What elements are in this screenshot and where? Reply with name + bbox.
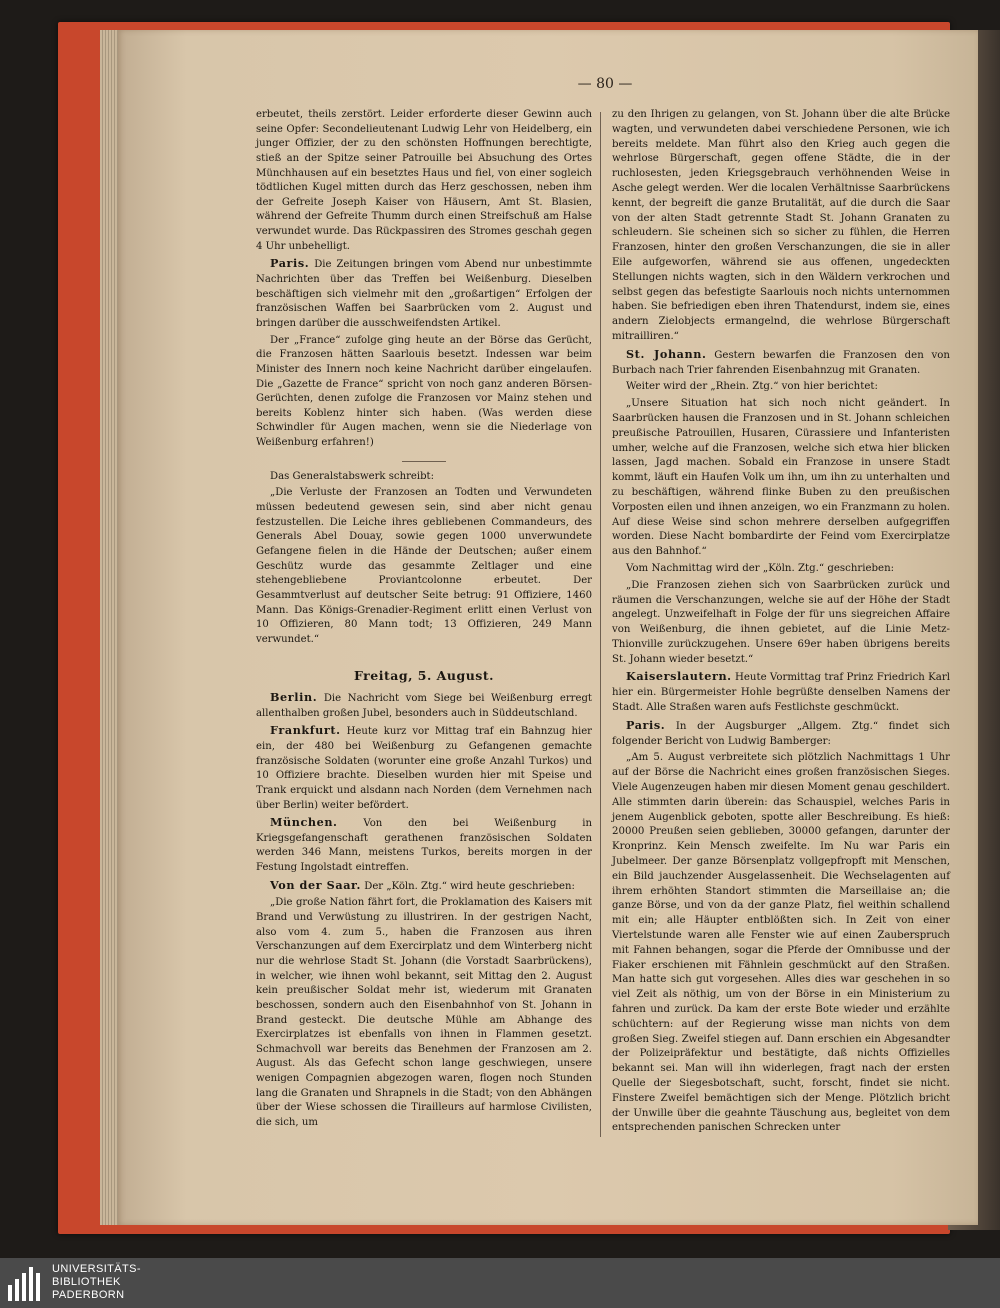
article-paragraph: [612, 347, 950, 379]
dateline-heading: St. Johann.: [626, 346, 707, 361]
paragraph-text: Von den bei Weißenburg in Kriegsgefangenschaft gerathenen französischen Soldaten werden 346 Mann, meistens Turkos, bereits morgen in der Festung Ingolstadt eintreffen.: [256, 818, 592, 874]
paragraph-text: erbeutet, theils zerstört. Leider erforderte dieser Gewinn auch seine Opfer: Secondelieutenant Ludwig Lehr von Heidelberg, ein junger Offizier, der zu den schönsten Hoffnungen berechtigte, stieß an der Spitze seiner Patrouille bei Absuchung des Ortes Münchhausen auf ein besetztes Haus und fiel, von einer sogleich tödtlichen Kugel mitten durch das Herz geschossen, neben ihm der Gefreite Joseph Kaiser von Häusern, Amt St. Blasien, während der Gefreite Thumm durch einen Streifschuß am Halse verwundet wurde. Das Rückpassiren des Stromes geschah gegen 4 Uhr unbehelligt.: [256, 109, 592, 252]
column-divider: [600, 112, 601, 1137]
date-heading: Freitag, 5. August.: [354, 668, 494, 684]
paragraph-text: „Die Verluste der Franzosen an Todten und Verwundeten müssen bedeutend gewesen sein, sind aber nicht genau festzustellen. Die Leiche ihres gebliebenen Commandeurs, des Generals Abel Douay, sowie gegen 1000 unverwundete Gefangene fielen in die Hände der Deutschen; außer einem Geschütz wurde das gesammte Zeltlager und eine stehengebliebene Proviantcolonne erbeutet. Der Gesammtverlust auf deutscher Seite betrug: 91 Offiziere, 1460 Mann. Das Königs-Grenadier-Regiment erlitt einen Verlust von 10 Offizieren, 80 Mann todt; 13 Offizieren, 249 Mann verwundet.“: [256, 487, 592, 645]
article-paragraph: [256, 815, 592, 876]
article-paragraph: [612, 718, 950, 750]
article-paragraph: [256, 690, 592, 721]
article-paragraph: [256, 723, 592, 813]
dateline-heading: Berlin.: [270, 690, 318, 705]
paragraph-text: „Am 5. August verbreitete sich plötzlich Nachmittags 1 Uhr auf der Börse die Nachricht eines großen französischen Sieges. Viele Augenzeugen haben mir diesen Moment genau geschildert. Alle stimmten darin überein: das Schauspiel, welches Paris in jenem Augenblick geboten, spotte aller Beschreibung. Es hieß: 20000 Preußen seien geblieben, 30000 gefangen, darunter der Kronprinz. Kein Mensch zweifelte. Im Nu war Paris ein Jubelmeer. Der ganze Börsenplatz vollgepfropft mit Menschen, ein Bild jauchzender Ausgelassenheit. Die Wechselagenten auf ihrem erhöhten Standort stimmten die Marseillaise an; die ganze Börse, und von da der ganze Platz, fiel weithin schallend mit ein; alle Häupter entblößten sich. In Zeit von einer Viertelstunde waren alle Fenster wie auf einen Zauberspruch mit Fahnen behangen, sogar die Pferde der Omnibusse und der Fiaker erschienen mit Fähnlein geschmückt auf den Straßen. Man hatte sich gut vorgesehen. Alles dies war geschehen in so viel Zeit als nöthig, um von der Börse in ein Ministerium zu fahren und zurück. Da kam der erste Bote wieder und erzählte schüchtern: auf der Regierung wisse man nichts von dem großen Sieg. Zweifel stiegen auf. Dann erschien ein Abgesandter der Polizeipräfektur und bestätigte, daß nichts Offizielles bekannt sei. Man will ihn widerlegen, fragt nach der ersten Quelle der Siegesbotschaft, sucht, forscht, findet sie nicht. Finstere Zweifel bemächtigen sich der Menge. Plötzlich bricht der Unwille über die geahnte Täuschung aus, begleitet von dem entsprechenden panischen Schrecken unter: [612, 752, 950, 1134]
article-paragraph: [256, 108, 592, 254]
dateline-heading: Von der Saar.: [270, 877, 362, 892]
paragraph-text: „Unsere Situation hat sich noch nicht geändert. In Saarbrücken hausen die Franzosen und in St. Johann schleichen preußische Patrouillen, Husaren, Cürassiere und Infanteristen umher, welche auf die Franzosen, welche sich etwa hier blicken lassen, Jagd machen. Sobald ein Franzose in unsere Stadt kommt, läuft ein Haufen Volk um ihn, um ihn zu unterhalten und zu beschäftigen, während flinke Buben zu den preußischen Vorposten eilen und ihnen anzeigen, wo ein Franzmann zu holen. Auf diese Weise sind schon mehrere derselben aufgegriffen worden. Diese Nacht bombardirte der Feind vom Exercirplatze aus den Bahnhof.“: [612, 398, 950, 558]
dateline-heading: Paris.: [626, 717, 666, 732]
dateline-heading: Kaiserslautern.: [626, 669, 732, 684]
library-footer: [0, 1258, 1000, 1308]
dateline-heading: München.: [270, 815, 338, 830]
logo-line-2: BIBLIOTHEK: [52, 1276, 121, 1288]
article-paragraph: [612, 579, 950, 668]
article-paragraph: [256, 334, 592, 451]
article-paragraph: [256, 256, 592, 331]
paragraph-text: In der Augsburger „Allgem. Ztg.“ findet sich folgender Bericht von Ludwig Bamberger:: [612, 720, 950, 747]
dateline-heading: Paris.: [270, 256, 310, 271]
paragraph-text: zu den Ihrigen zu gelangen, von St. Johann über die alte Brücke wagten, und verwundeten dabei verschiedene Personen, wie ich bereits meldete. Man führt also den Krieg auch gegen die wehrlose Bürgerschaft, gegen offene Städte, die in der ruchlosesten, jeden Kriegsgebrauch verhöhnenden Weise in Asche gelegt werden. Wer die localen Verhältnisse Saarbrückens kennt, der begreift die ganze Brutalität, auf die durch die Saar von der alten Stadt getrennte Stadt St. Johann Granaten zu schleudern. Sie scheinen sich so sicher zu fühlen, die Herren Franzosen, hinter den großen Verschanzungen, die sie in aller Eile aufgeworfen, während sie aus offenen, ungedeckten Stellungen nichts wagten, sich in den Wäldern verkrochen und selbst gegen das befestigte Saarlouis noch nichts unternommen haben. Sie befriedigen eben ihren Thatendurst, indem sie, eines andern Zielobjects ermangelnd, die wehrlose Bürgerschaft mitrailliren.“: [612, 109, 950, 342]
left-column: [256, 108, 592, 1133]
dateline-heading: Frankfurt.: [270, 723, 341, 738]
article-paragraph: [256, 896, 592, 1130]
article-paragraph: [256, 878, 592, 895]
logo-line-3: PADERBORN: [52, 1289, 125, 1301]
library-logo-icon: [8, 1265, 48, 1301]
right-column: [612, 108, 950, 1138]
paragraph-text: Heute Vormittag traf Prinz Friedrich Karl hier ein. Bürgermeister Hohle begrüßte denselben Namens der Stadt. Alle Straßen waren aufs Festlichste geschmückt.: [612, 672, 950, 714]
article-paragraph: [256, 470, 592, 485]
paragraph-text: „Die große Nation fährt fort, die Proklamation des Kaisers mit Brand und Verwüstung zu illustriren. In der gestrigen Nacht, also vom 4. zum 5., haben die Franzosen aus ihren Verschanzungen auf dem Exercirplatz und dem Winterberg nicht nur die wehrlose Stadt St. Johann (die Vorstadt Saarbrückens), in welcher, wie ihnen wohl bekannt, seit Mittag den 2. August kein preußischer Soldat mehr ist, wiederum mit Granaten beschossen, sondern auch den Eisenbahnhof von St. Johann in Brand gesteckt. Die deutsche Mühle am Abhange des Exercirplatzes ist ebenfalls von ihnen in Flammen gesetzt. Schmachvoll war bereits das Benehmen der Franzosen am 2. August. Als das Gefecht schon lange geschwiegen, unsere wenigen Compagnien abgezogen waren, flogen noch Stunden lang die Granaten und Shrapnels in die Stadt; von den Abhängen über der Wiese schossen die Tirailleurs auf harmlose Civilisten, die sich, um: [256, 897, 592, 1128]
paragraph-text: Der „France“ zufolge ging heute an der Börse das Gerücht, die Franzosen hätten Saarlouis besetzt. Indessen war beim Minister des Innern noch keine Nachricht darüber eingelaufen. Die „Gazette de France“ spricht von noch ganz anderen Börsen-Gerüchten, denen zufolge die Franzosen vor Mainz stehen und bereits Koblenz hinter sich haben. (Was werden diese Schwindler für Augen machen, wenn sie die Niederlage von Weißenburg erfahren!): [256, 334, 592, 449]
article-paragraph: [612, 108, 950, 345]
paragraph-text: Weiter wird der „Rhein. Ztg.“ von hier berichtet:: [626, 381, 878, 393]
article-paragraph: [612, 751, 950, 1136]
library-logo-text: [52, 1263, 141, 1302]
article-paragraph: [612, 380, 950, 395]
paragraph-text: Die Nachricht vom Siege bei Weißenburg erregt allenthalben großen Jubel, besonders auch in Süddeutschland.: [256, 693, 592, 719]
page-number: — 80 —: [577, 76, 633, 92]
article-paragraph: [612, 562, 950, 577]
article-paragraph: [612, 397, 950, 560]
section-separator: [402, 461, 446, 462]
paragraph-text: Das Generalstabswerk schreibt:: [270, 470, 435, 482]
paragraph-text: Vom Nachmittag wird der „Köln. Ztg.“ geschrieben:: [626, 562, 895, 574]
paragraph-text: Der „Köln. Ztg.“ wird heute geschrieben:: [364, 880, 575, 892]
article-paragraph: [256, 486, 592, 647]
paragraph-text: Die Zeitungen bringen vom Abend nur unbestimmte Nachrichten über das Treffen bei Weißenburg. Dieselben beschäftigen sich vielmehr mit den „großartigen“ Erfolgen der französischen Waffen bei Saarbrücken vom 2. August und bringen darüber die ausschweifendsten Artikel.: [256, 259, 592, 329]
paragraph-text: Heute kurz vor Mittag traf ein Bahnzug hier ein, der 480 bei Weißenburg zu Gefangenen gemachte französische Soldaten (worunter eine große Anzahl Turkos) und 10 Offiziere brachte. Dieselben wurden hier mit Speise und Trank erquickt und alsdann nach Norden (dem Vernehmen nach über Berlin) weiter befördert.: [256, 726, 592, 811]
paragraph-text: „Die Franzosen ziehen sich von Saarbrücken zurück und räumen die Verschanzungen, welche sie auf der Höhe der Stadt angelegt. Unzweifelhaft in Folge der für uns siegreichen Affaire von Weißenburg, die ihnen gebietet, auf die Linie Metz-Thionville zurückzugehen. Unsere 69er haben übrigens bereits St. Johann wieder besetzt.“: [612, 579, 950, 665]
paragraph-text: Gestern bewarfen die Franzosen den von Burbach nach Trier fahrenden Eisenbahnzug mit Granaten.: [612, 349, 950, 376]
article-paragraph: [612, 669, 950, 715]
logo-line-1: UNIVERSITÄTS-: [52, 1263, 141, 1275]
